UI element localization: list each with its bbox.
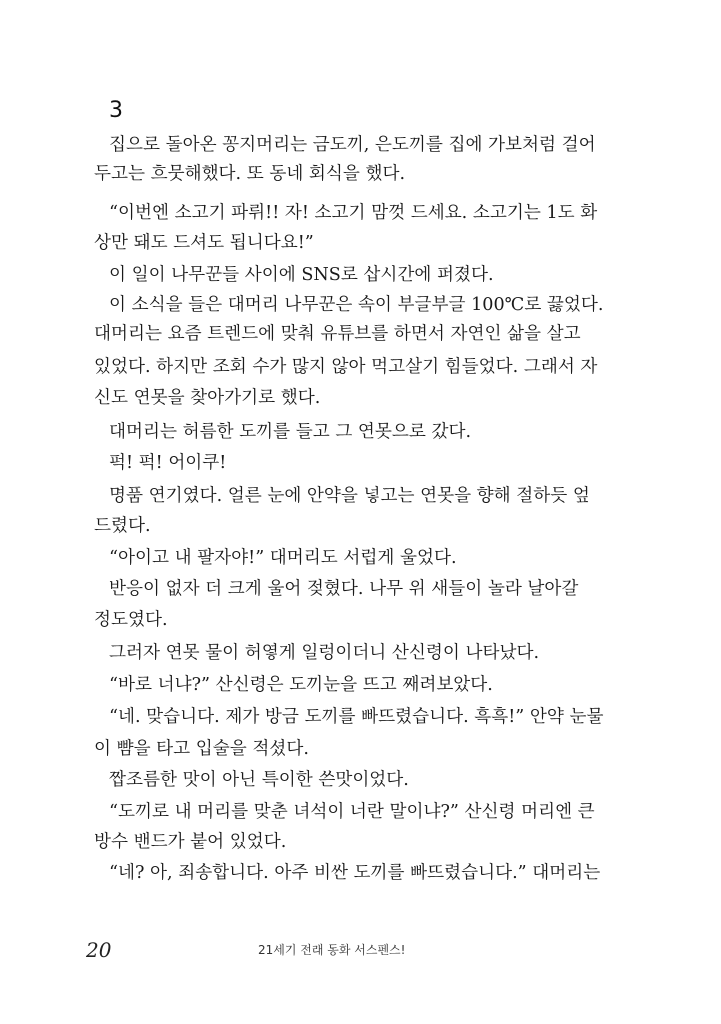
- text-line: 있었다. 하지만 조회 수가 많지 않아 먹고살기 힘들었다. 그래서 자: [94, 357, 598, 377]
- text-line: 방수 밴드가 붙어 있었다.: [94, 832, 287, 852]
- running-title: 21세기 전래 동화 서스펜스!: [258, 943, 406, 957]
- text-line: 신도 연못을 찾아가기로 했다.: [94, 388, 321, 408]
- text-line: 대머리는 요즘 트렌드에 맞춰 유튜브를 하면서 자연인 삶을 살고: [94, 324, 581, 344]
- text-line: 이 소식을 들은 대머리 나무꾼은 속이 부글부글 100℃로 끓었다.: [109, 295, 604, 315]
- text-line: 정도였다.: [94, 610, 168, 630]
- text-line: 상만 돼도 드셔도 됩니다요!”: [94, 233, 314, 253]
- text-line: 명품 연기였다. 얼른 눈에 안약을 넣고는 연못을 향해 절하듯 엎: [109, 486, 590, 506]
- text-line: 드렸다.: [94, 516, 151, 536]
- text-line: “이번엔 소고기 파뤼!! 자! 소고기 맘껏 드세요. 소고기는 1도 화: [109, 203, 598, 223]
- text-line: 반응이 없자 더 크게 울어 젖혔다. 나무 위 새들이 놀라 날아갈: [109, 579, 579, 599]
- text-line: “도끼로 내 머리를 맞춘 녀석이 너란 말이냐?” 산신령 머리엔 큰: [109, 802, 595, 822]
- text-line: 이 뺨을 타고 입술을 적셨다.: [94, 739, 309, 759]
- text-line: “네? 아, 죄송합니다. 아주 비싼 도끼를 빠뜨렸습니다.” 대머리는: [109, 863, 601, 883]
- text-line: 퍽! 퍽! 어이쿠!: [109, 453, 227, 473]
- text-line: “네. 맞습니다. 제가 방금 도끼를 빠뜨렸습니다. 흑흑!” 안약 눈물: [109, 707, 604, 727]
- text-line: 두고는 흐뭇해했다. 또 동네 회식을 했다.: [94, 164, 406, 184]
- text-line: 그러자 연못 물이 허옇게 일렁이더니 산신령이 나타났다.: [109, 643, 540, 663]
- text-line: “아이고 내 팔자야!” 대머리도 서럽게 울었다.: [109, 548, 457, 568]
- text-line: “바로 너냐?” 산신령은 도끼눈을 뜨고 째려보았다.: [109, 675, 493, 695]
- text-line: 대머리는 허름한 도끼를 들고 그 연못으로 갔다.: [109, 422, 472, 442]
- section-number: 3: [109, 98, 123, 123]
- text-line: 집으로 돌아온 꽁지머리는 금도끼, 은도끼를 집에 가보처럼 걸어: [109, 135, 596, 155]
- text-line: 이 일이 나무꾼들 사이에 SNS로 삽시간에 퍼졌다.: [109, 265, 494, 285]
- page-number: 20: [86, 938, 112, 962]
- text-line: 짭조름한 맛이 아닌 특이한 쓴맛이었다.: [109, 770, 409, 790]
